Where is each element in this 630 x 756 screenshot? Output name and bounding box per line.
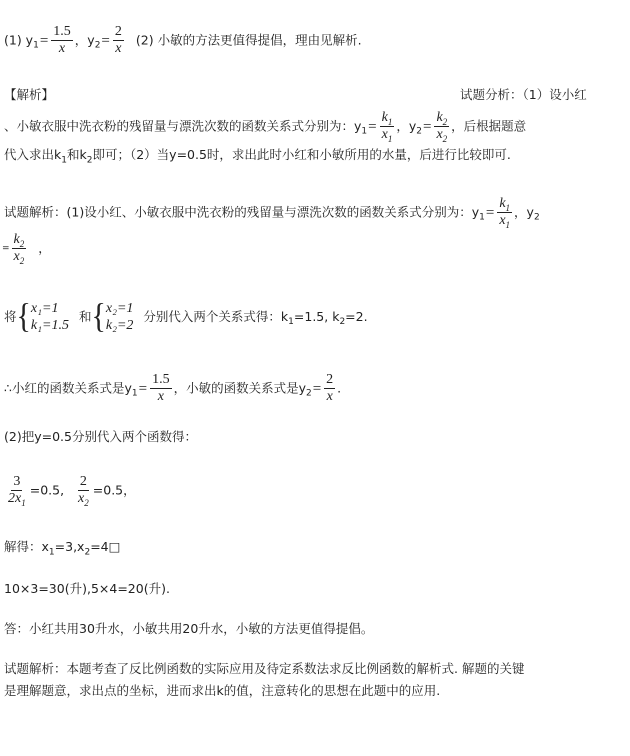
fraction-k1-over-x1-b: $\frac{k_1}{x_1}$ — [499, 196, 511, 230]
analysis-line-2: 、小敏衣服中洗衣粉的残留量与漂洗次数的函数关系式分别为：$y_1=$ $\frac{k_1}{x_1}$ ，$y_2=$ $\frac{k_2}{x_2}$ ，后根据题意 — [4, 110, 527, 144]
solve-line: 解得：$x_1=3,x_2=4□$ — [4, 539, 121, 558]
fraction-3-over-2x1: $\frac{3}{2x_1}$ — [8, 474, 26, 508]
part2-line: (2)把y=0.5分别代入两个函数得： — [4, 429, 197, 444]
equation-system-2: { x₂=1 k₂=2 — [91, 297, 134, 336]
solution-line-1: 试题解析：(1)设小红、小敏衣服中洗衣粉的残留量与漂洗次数的函数关系式分别为：$y_1=$ $\frac{k_1}{x_1}$ ，$y_2$ — [4, 196, 540, 230]
fraction-1-5-over-x-b: $\frac{1.5}{x}$ — [152, 372, 170, 404]
analysis-line-3: 代入求出$k_1$和$k_2$即可；（2）当y=0.5时，求出此时小红和小敏所用的水量，后进行比较即可. — [4, 147, 511, 166]
fraction-1-5-over-x: $\frac{1.5}{x}$ — [53, 24, 71, 56]
analysis-label: 试题分析：（1）设小红 — [460, 87, 587, 102]
final-answer-line: 答：小红共用30升水，小敏共用20升水，小敏的方法更值得提倡。 — [4, 621, 374, 636]
answer-line: (1) $y_1=$ $\frac{1.5}{x}$ ，$y_2=$ $\frac{2}{x}$ (2) 小敏的方法更值得提倡，理由见解析. — [4, 24, 362, 56]
fraction-k1-over-x1: $\frac{k_1}{x_1}$ — [381, 110, 393, 144]
fraction-2-over-x2: $\frac{2}{x_2}$ — [78, 474, 89, 508]
therefore-line: ∴小红的函数关系式是$y_1=$ $\frac{1.5}{x}$ ，小敏的函数关系式是$y_2=$ $\frac{2}{x}$ . — [4, 372, 342, 404]
equation-line: $\frac{3}{2x_1}$ =0.5, $\frac{2}{x_2}$ =0.5， — [8, 474, 136, 508]
jiexi-label: 【解析】 — [4, 87, 55, 102]
fraction-k2-over-x2-b: $\frac{k_2}{x_2}$ — [13, 232, 25, 266]
review-line-1: 试题解析：本题考查了反比例函数的实际应用及待定系数法求反比例函数的解析式. 解题的关键 — [4, 661, 525, 676]
fraction-k2-over-x2: $\frac{k_2}{x_2}$ — [436, 110, 448, 144]
solution-line-2: = $\frac{k_2}{x_2}$ ， — [2, 232, 51, 266]
fraction-2-over-x: $\frac{2}{x}$ — [114, 24, 122, 56]
equation-system-1: { x₁=1 k₁=1.5 — [16, 297, 69, 336]
substitution-line: 将 { x₁=1 k₁=1.5 和 { x₂=1 k₂=2 分别代入两个关系式得：$k_1=1.5$, $k_2=2$. — [4, 297, 368, 336]
review-line-2: 是理解题意，求出点的坐标，进而求出k的值，注意转化的思想在此题中的应用. — [4, 683, 441, 698]
fraction-2-over-x-b: $\frac{2}{x}$ — [326, 372, 334, 404]
calc-line: 10×3=30(升),5×4=20(升). — [4, 581, 170, 596]
